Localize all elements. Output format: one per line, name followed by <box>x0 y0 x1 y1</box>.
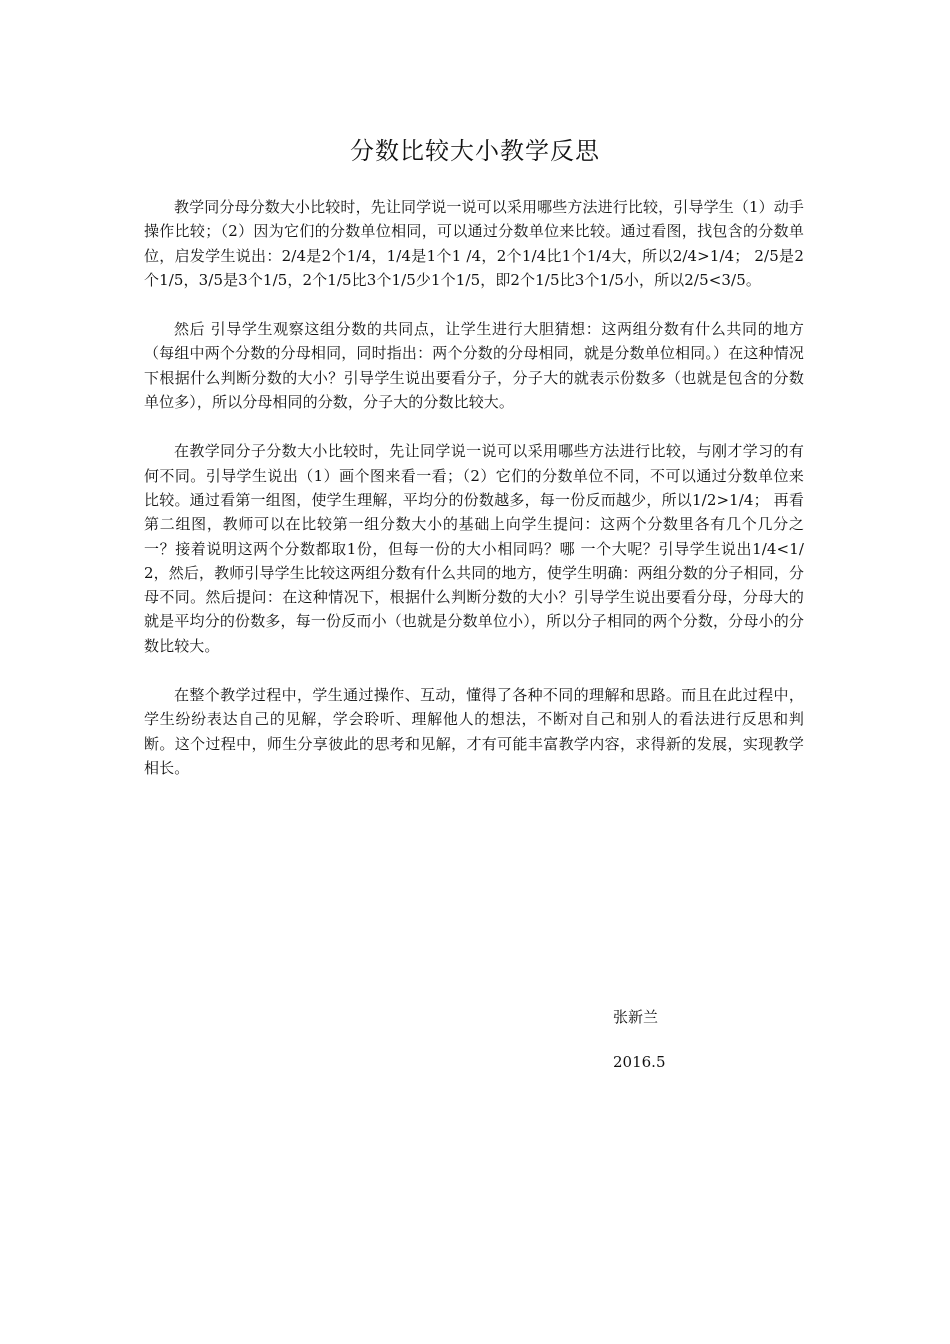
document-title: 分数比较大小教学反思 <box>350 137 600 165</box>
author-signature: 张新兰 <box>613 1008 659 1026</box>
paragraph-1: 教学同分母分数大小比较时，先让同学说一说可以采用哪些方法进行比较，引导学生（1）动手操作比较；（2）因为它们的分数单位相同，可以通过分数单位来比较。通过看图，找包含的分数单位，启发学生说出：2/4是2个1/4，1/4是1个1 /4，2个1/4比1个1/4大，所以2/4>1/4； 2/5是2个1/5，3/5是3个1/5，2个1/5比3个1/5少1个1/5，即2个1/5比3个1/5小，所以2/5<3/5。 <box>144 198 804 289</box>
paragraph-3: 在教学同分子分数大小比较时，先让同学说一说可以采用哪些方法进行比较，与刚才学习的有何不同。引导学生说出（1）画个图来看一看；（2）它们的分数单位不同，不可以通过分数单位来比较。通过看第一组图，使学生理解，平均分的份数越多，每一份反而越少，所以1/2>1/4； 再看第二组图，教师可以在比较第一组分数大小的基础上向学生提问：这两个分数里各有几个几分之一？接着说明这两个分数都取1份，但每一份的大小相同吗？哪 一个大呢？引导学生说出1/4<1/2，然后，教师引导学生比较这两组分数有什么共同的地方，使学生明确：两组分数的分子相同，分母不同。然后提问：在这种情况下，根据什么判断分数的大小？引导学生说出要看分母，分母大的就是平均分的份数多，每一份反而小（也就是分数单位小），所以分子相同的两个分数，分母小的分数比较大。 <box>144 442 804 655</box>
document-date: 2016.5 <box>613 1053 666 1071</box>
paragraph-2: 然后 引导学生观察这组分数的共同点，让学生进行大胆猜想：这两组分数有什么共同的地方（每组中两个分数的分母相同，同时指出：两个分数的分母相同，就是分数单位相同。）在这种情况下根据什么判断分数的大小？引导学生说出要看分子，分子大的就表示份数多（也就是包含的分数单位多），所以分母相同的分数，分子大的分数比较大。 <box>144 320 804 412</box>
paragraph-4: 在整个教学过程中，学生通过操作、互动，懂得了各种不同的理解和思路。而且在此过程中，学生纷纷表达自己的见解，学会聆听、理解他人的想法，不断对自己和别人的看法进行反思和判断。这个过程中，师生分享彼此的思考和见解，才有可能丰富教学内容，求得新的发展，实现教学相长。 <box>144 686 804 777</box>
document-body <box>144 195 804 805</box>
